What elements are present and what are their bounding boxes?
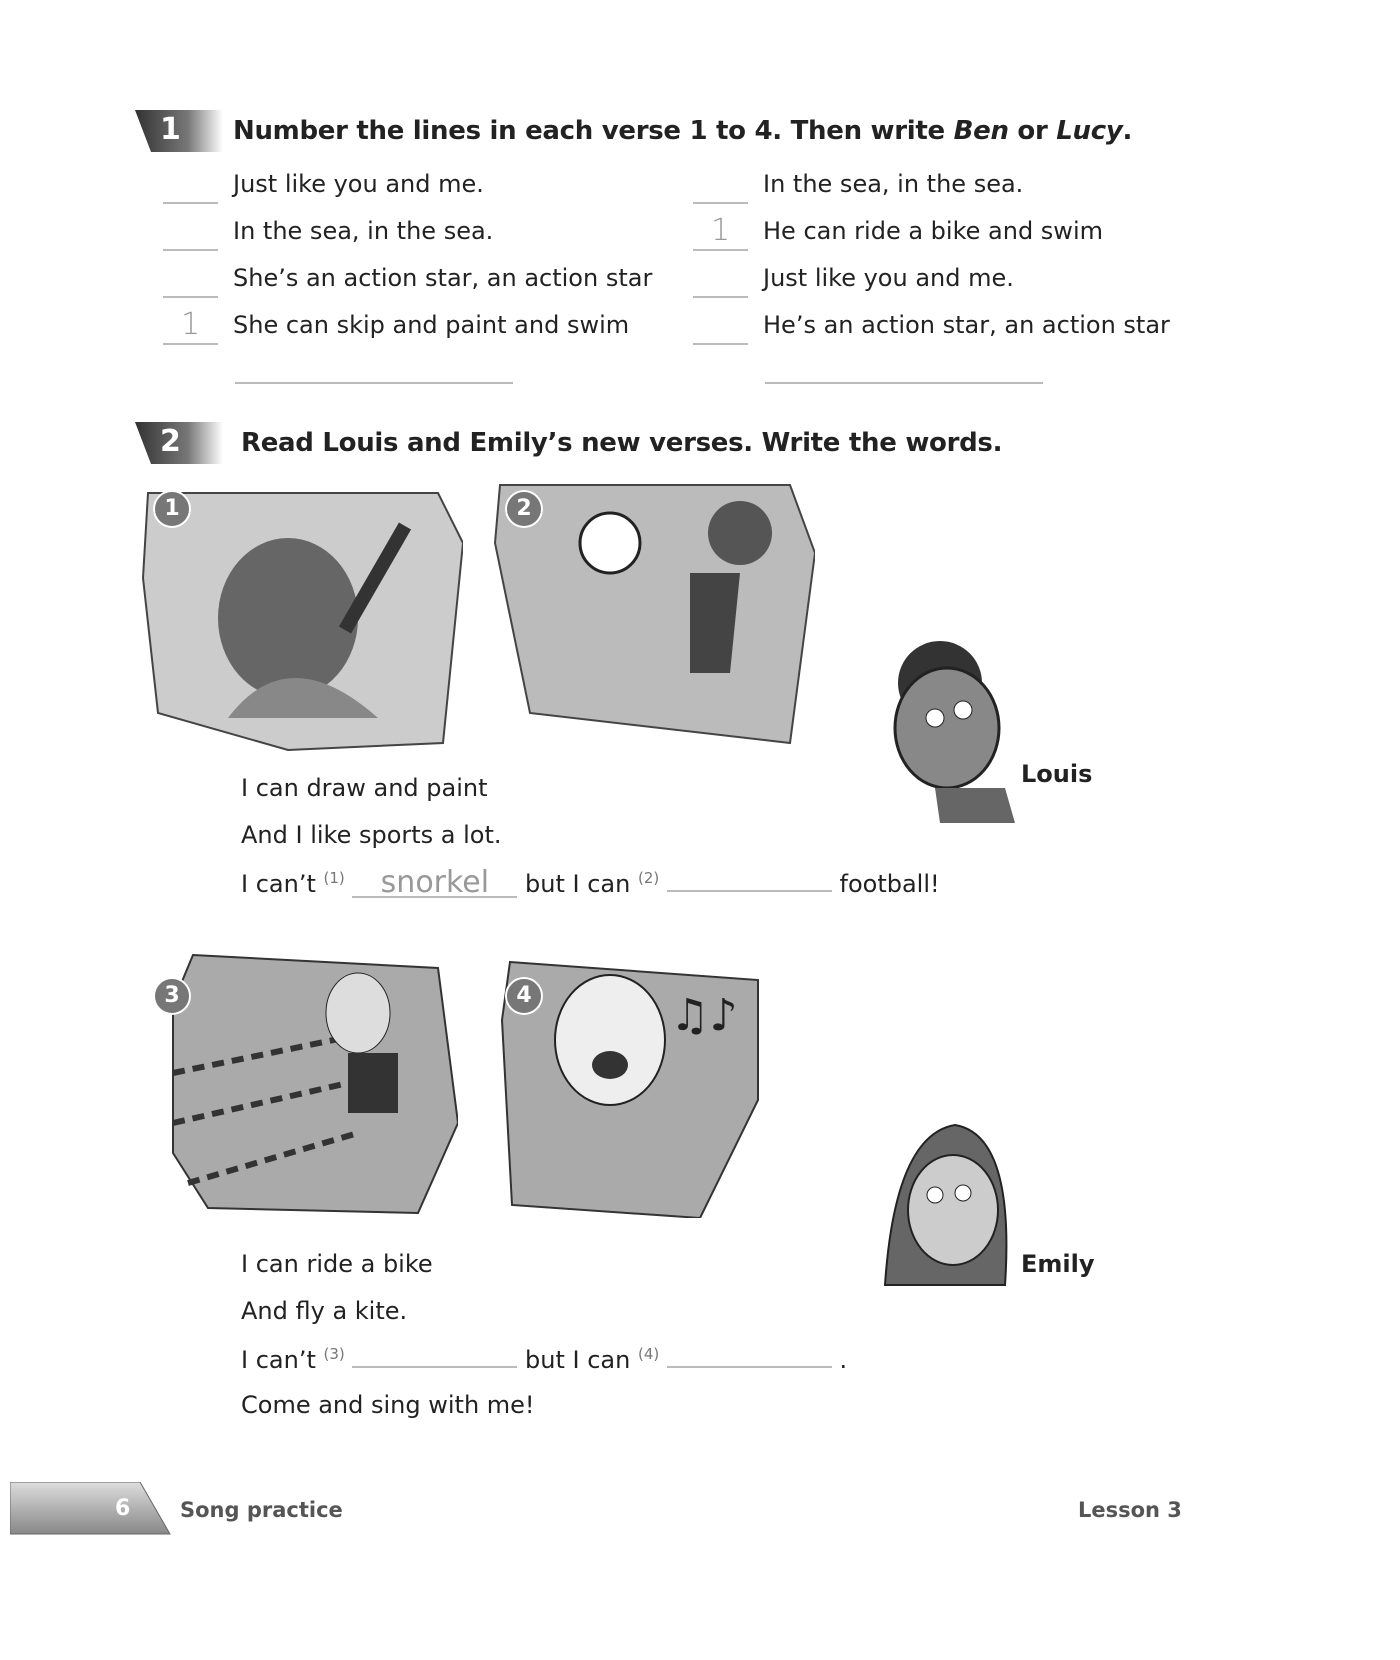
emily-line-1: I can ride a bike (241, 1250, 433, 1278)
line-number-blank[interactable] (693, 266, 748, 298)
handwritten-number: 1 (181, 307, 201, 342)
page-number: 6 (115, 1496, 131, 1521)
exercise-2-number: 2 (160, 424, 181, 459)
svg-text:♫♪: ♫♪ (670, 990, 738, 1041)
emily-line-3 (241, 1344, 847, 1374)
but-can-text: but I can (525, 870, 631, 898)
verse-line: Just like you and me. (763, 264, 1014, 292)
line-number-blank[interactable] (693, 213, 748, 251)
answer-1-input[interactable]: snorkel (352, 870, 517, 898)
gap-number-1: (1) (323, 869, 345, 887)
verse-line: Just like you and me. (233, 170, 484, 198)
exercise-2-instruction: Read Louis and Emily’s new verses. Write the words. (241, 428, 1003, 458)
exercise-1-number: 1 (160, 112, 181, 147)
picture-number-4: 4 (505, 977, 543, 1015)
verse-line: In the sea, in the sea. (233, 217, 494, 245)
picture-number-2: 2 (505, 490, 543, 528)
lesson-label: Lesson 3 (1078, 1498, 1182, 1522)
football-illustration (490, 483, 815, 753)
louis-portrait (875, 638, 1015, 826)
line-number-blank[interactable] (693, 313, 748, 345)
cant-text: I can’t (241, 1346, 316, 1374)
line-number-blank[interactable] (163, 266, 218, 298)
picture-number-1: 1 (153, 490, 191, 528)
line-end: football! (839, 870, 940, 898)
louis-line-3 (241, 865, 940, 900)
verse-line: He can ride a bike and swim (763, 217, 1103, 245)
line-end: . (839, 1346, 848, 1374)
handwritten-number: 1 (711, 213, 731, 248)
or-text: or (1008, 116, 1057, 146)
line-number-blank[interactable] (163, 219, 218, 251)
emily-portrait (875, 1115, 1017, 1305)
cant-text: I can’t (241, 870, 316, 898)
exercise-1-instruction (233, 116, 1132, 146)
name-ben: Ben (953, 116, 1009, 146)
gap-number-2: (2) (637, 869, 660, 887)
louis-line-1: I can draw and paint (241, 774, 488, 802)
verse-line: She’s an action star, an action star (233, 264, 653, 292)
answer-2-input[interactable] (667, 868, 832, 892)
name-lucy: Lucy (1056, 116, 1123, 146)
line-number-blank[interactable] (163, 307, 218, 345)
gap-number-3: (3) (323, 1345, 345, 1363)
swimming-pool-illustration (168, 953, 458, 1215)
verse-line: She can skip and paint and swim (233, 311, 630, 339)
emily-line-2: And fly a kite. (241, 1297, 408, 1325)
but-can-text: but I can (525, 1346, 631, 1374)
emily-name: Emily (1021, 1250, 1095, 1278)
louis-line-2: And I like sports a lot. (241, 821, 502, 849)
section-title: Song practice (180, 1498, 343, 1522)
snorkel-illustration (138, 488, 463, 753)
verse-line: In the sea, in the sea. (763, 170, 1024, 198)
line-number-blank[interactable] (693, 172, 748, 204)
verse-b-name-blank[interactable] (765, 352, 1043, 384)
answer-4-input[interactable] (667, 1344, 832, 1368)
picture-number-3: 3 (153, 977, 191, 1015)
verse-line: He’s an action star, an action star (763, 311, 1170, 339)
gap-number-4: (4) (637, 1345, 660, 1363)
page-number-tab (10, 1482, 172, 1536)
emily-line-4: Come and sing with me! (241, 1391, 535, 1419)
line-number-blank[interactable] (163, 172, 218, 204)
louis-name: Louis (1021, 760, 1093, 788)
answer-3-input[interactable] (352, 1344, 517, 1368)
instruction-text: Number the lines in each verse 1 to 4. Then write (233, 116, 954, 146)
verse-a-name-blank[interactable] (235, 352, 513, 384)
period: . (1122, 116, 1133, 146)
